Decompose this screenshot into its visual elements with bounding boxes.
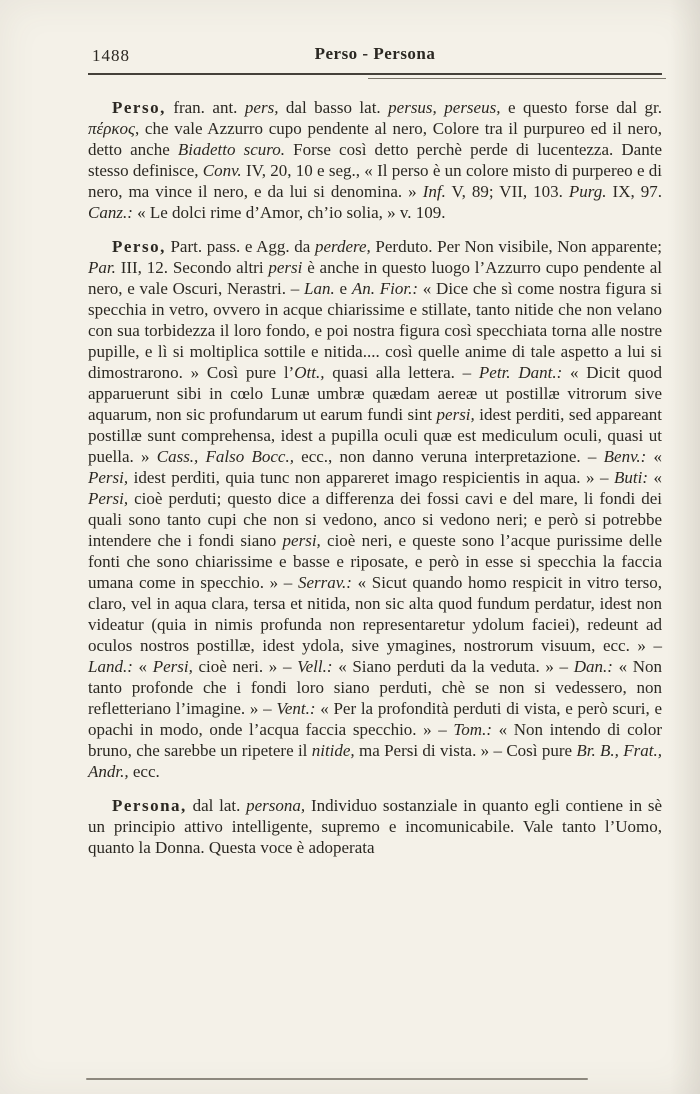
- italic-text-run: Buti:: [614, 468, 648, 487]
- entry-persona: [88, 795, 662, 858]
- header-rule: [88, 73, 662, 75]
- text-run: Individuo sostanziale in quanto egli contiene in sè un principio attivo intelligente, supremo e incomunicabile. Vale tanto l’Uomo, quanto la Donna. Questa voce è adoperata: [88, 796, 663, 857]
- text-run: Part. pass. e Agg. da: [165, 237, 315, 256]
- text-run: « Dicit quod apparuerunt sibi in cœlo Lunæ umbræ quædam aereæ ut postillæ vitrorum sive aquarum, non sic profundarum ut earum fundi sint: [88, 363, 663, 424]
- text-run: V, 89; VII, 103.: [445, 182, 569, 201]
- text-run: «: [648, 468, 662, 487]
- text-run: « Dice che sì come nostra figura si specchia in vetro, ovvero in acque chiarissime e stillate, tanto nitide che non velano con sua torbidezza il loro fondo, e poi nostra figura così specchiata torna alle nostre pupille, e lì si moltiplica sottile e nitida.... così quelle anime di tale aspetto a lui si dimostrarono. » Così pure l’: [88, 279, 663, 382]
- text-run: dal lat.: [186, 796, 247, 815]
- text-run: « Sicut quando homo respicit in vitro terso, claro, vel in aqua clara, tersa et nitida, non sic alta quod fundum perdatur, idest non videatur (quia in nimis profunda non representaretur ydolum faciei), redeunt ad oculos nostros postillæ, idest ydola, sive ymagines, nostrorum visuum, ecc. » –: [88, 573, 663, 655]
- italic-text-run: Serrav.:: [297, 573, 352, 592]
- text-run: cioè neri. » –: [192, 657, 298, 676]
- text-run: IX, 97.: [606, 182, 662, 201]
- headword: Perso,: [112, 237, 166, 256]
- scan-artifact-line: [86, 1078, 588, 1080]
- italic-text-run: Canz.:: [88, 203, 133, 222]
- italic-text-run: Petr. Dant.:: [478, 363, 563, 382]
- italic-text-run: Dan.:: [573, 657, 613, 676]
- italic-text-run: πέρκος: [88, 119, 135, 138]
- italic-text-run: Purg.: [568, 182, 607, 201]
- italic-text-run: persi,: [436, 405, 475, 424]
- italic-text-run: persus, perseus,: [388, 98, 501, 117]
- text-run: IV, 20, 10 e seg., « Il perso è un colore misto di purpereo e di nero, ma vince il nero, e da lui si denomina. »: [88, 161, 663, 201]
- text-run: cioè neri, e queste sono l’acque purissime delle fonti che sono chiarissime e basse e riposate, e però in esse si specchia la faccia umana come in specchio. » –: [88, 531, 662, 592]
- italic-text-run: persi,: [282, 531, 321, 550]
- entry-perso-color: [88, 97, 662, 223]
- italic-text-run: Par.: [88, 258, 116, 277]
- text-run: idest perditi, sed appareant postillæ sunt comprehensa, idest a pupilla oculi quæ est mediculum oculi, quasi ut puella. »: [88, 405, 662, 466]
- text-run: fran. ant.: [165, 98, 245, 117]
- text-run: «: [646, 447, 662, 466]
- dictionary-text-column: [88, 97, 662, 858]
- italic-text-run: Persi,: [88, 468, 129, 487]
- text-run: ecc., non danno veruna interpretazione. –: [293, 447, 604, 466]
- italic-text-run: An. Fior.:: [351, 279, 419, 298]
- italic-text-run: persi: [268, 258, 303, 277]
- text-run: Forse così detto perchè perde di lucentezza. Dante stesso definisce,: [88, 140, 662, 180]
- italic-text-run: Lan.: [304, 279, 335, 298]
- text-run: idest perditi, quia tunc non appareret imago respicientis in aqua. » –: [128, 468, 614, 487]
- text-run: e questo forse dal gr.: [500, 98, 663, 117]
- italic-text-run: Land.:: [88, 657, 133, 676]
- italic-text-run: Benv.:: [603, 447, 647, 466]
- headword: Persona,: [112, 796, 187, 815]
- page-number: 1488: [92, 46, 130, 65]
- text-run: « Siano perduti da la veduta. » –: [332, 657, 574, 676]
- running-title: Perso - Persona: [314, 44, 436, 63]
- italic-text-run: Conv.: [202, 161, 242, 180]
- italic-text-run: Vent.:: [276, 699, 316, 718]
- text-run: III, 12. Secondo altri: [115, 258, 269, 277]
- italic-text-run: Inf.: [422, 182, 446, 201]
- text-run: «: [132, 657, 153, 676]
- text-run: « Per la profondità perduti di vista, e però scuri, e opachi in modo, onde l’acqua faccia specchio. » –: [88, 699, 662, 739]
- header-rule-secondary: [368, 78, 666, 79]
- italic-text-run: Br. B., Frat., Andr.,: [88, 741, 662, 781]
- text-run: , che vale Azzurro cupo pendente al nero, Colore tra il purpureo ed il nero, detto anche: [88, 119, 662, 159]
- italic-text-run: Biadetto scuro.: [177, 140, 286, 159]
- text-run: ecc.: [128, 762, 160, 781]
- page-header: [88, 44, 662, 68]
- text-run: Perduto. Per Non visibile, Non apparente;: [370, 237, 662, 256]
- text-run: « Le dolci rime d’Amor, ch’io solia, » v. 109.: [132, 203, 446, 222]
- text-run: « Non tanto profonde che i fondi loro siano perduti, chè se non si vedessero, non refletteriano l’imagine. » –: [88, 657, 662, 718]
- text-run: e: [334, 279, 352, 298]
- headword: Perso,: [112, 98, 166, 117]
- italic-text-run: Persi,: [88, 489, 129, 508]
- page-edge-shadow: [670, 0, 700, 1094]
- italic-text-run: Ott.,: [294, 363, 325, 382]
- italic-text-run: perdere,: [314, 237, 371, 256]
- text-run: è anche in questo luogo l’Azzurro cupo pendente al nero, e vale Oscuri, Nerastri. –: [88, 258, 662, 298]
- italic-text-run: persona,: [246, 796, 306, 815]
- entry-perso-participle: [88, 236, 662, 782]
- text-run: « Non intendo di color bruno, che sarebbe un ripetere il: [88, 720, 662, 760]
- text-run: dal basso lat.: [278, 98, 389, 117]
- text-run: ma Persi di vista. » – Così pure: [354, 741, 577, 760]
- italic-text-run: Cass., Falso Bocc.,: [156, 447, 294, 466]
- text-run: quasi alla lettera. –: [324, 363, 479, 382]
- italic-text-run: pers,: [244, 98, 279, 117]
- italic-text-run: Tom.:: [453, 720, 492, 739]
- text-run: cioè perduti; questo dice a differenza dei fossi cavi e del mare, li fondi dei quali sono tanto cupi che non si vedono, anco si vedono neri; e però si potrebbe intendere che i fondi siano: [88, 489, 662, 550]
- italic-text-run: nitide,: [311, 741, 355, 760]
- italic-text-run: Vell.:: [297, 657, 333, 676]
- italic-text-run: Persi,: [152, 657, 193, 676]
